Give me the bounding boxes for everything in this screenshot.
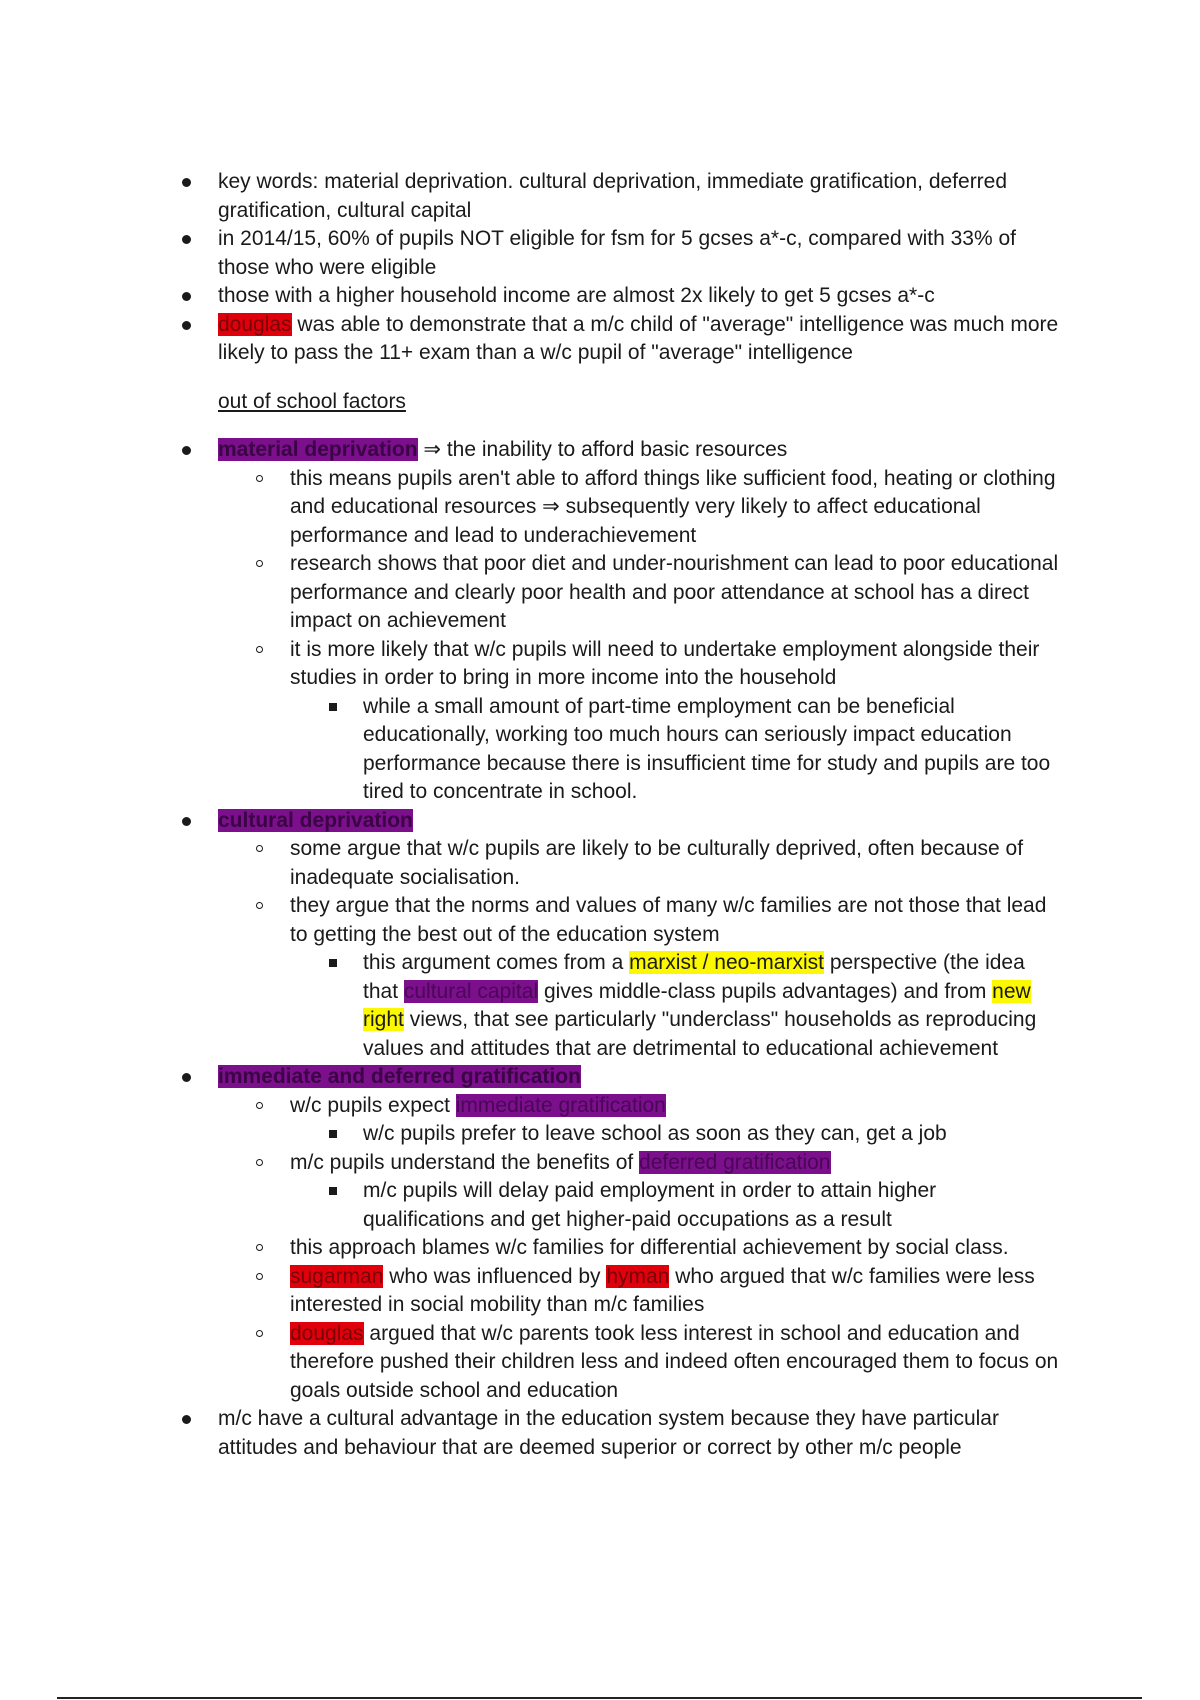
circle-bullet-icon [256, 1159, 263, 1166]
circle-bullet-icon [256, 845, 263, 852]
circle-bullet-icon [256, 560, 263, 567]
sub-list-item [0, 465, 1061, 551]
sub-list-item [0, 835, 1061, 892]
bullet-icon [182, 321, 191, 330]
list-item [0, 311, 1061, 368]
list-item-text: m/c have a cultural advantage in the education system because they have particular attitudes and behaviour that are deemed superior or correct by other m/c people [218, 1407, 999, 1459]
text-segment: gives middle-class pupils advantages) and from [538, 979, 993, 1003]
highlight-term: immediate gratification [455, 1093, 666, 1117]
sub-list-item [0, 636, 1061, 693]
sub-list-item [0, 550, 1061, 636]
sub-sub-list-item [0, 1120, 1061, 1149]
highlight-term: deferred gratification [639, 1150, 831, 1174]
list-item [0, 225, 1061, 282]
list-item-text: w/c pupils prefer to leave school as soon as they can, get a job [363, 1122, 947, 1145]
bullet-icon [182, 1415, 191, 1424]
square-bullet-icon [329, 703, 337, 711]
list-item [0, 436, 1061, 465]
highlight-term: immediate and deferred gratification [218, 1065, 581, 1088]
sub-list-item [0, 1092, 1061, 1121]
sub-list-item [0, 1234, 1061, 1263]
section-heading: out of school factors [218, 389, 406, 413]
text-segment: this argument comes from a [363, 951, 630, 974]
list-item [0, 807, 1061, 836]
square-bullet-icon [329, 959, 337, 967]
sub-sub-list-item [0, 949, 1061, 1063]
highlight-name: douglas [218, 312, 292, 336]
bullet-icon [182, 1073, 191, 1082]
sub-sub-list-item [0, 693, 1061, 807]
circle-bullet-icon [256, 475, 263, 482]
circle-bullet-icon [256, 1244, 263, 1251]
circle-bullet-icon [256, 646, 263, 653]
highlight-name: sugarman [290, 1264, 384, 1288]
text-segment: views, that see particularly "underclass" households as reproducing values and attitudes that are detrimental to educational achievement [363, 1008, 1037, 1060]
highlight-term: cultural capital [403, 979, 539, 1003]
sub-sub-list-item [0, 1177, 1061, 1234]
text-segment: who argued that w/c families were less interested in social mobility than m/c families [290, 1264, 1035, 1316]
list-item [0, 1063, 1061, 1092]
circle-bullet-icon [256, 1330, 263, 1337]
list-item-text: this means pupils aren't able to afford things like sufficient food, heating or clothing and educational resources ⇒ subsequently very likely to affect educational performance and lead to underachievement [290, 466, 1056, 547]
sub-list-item [0, 892, 1061, 949]
bullet-icon [182, 292, 191, 301]
list-item-text: this approach blames w/c families for differential achievement by social class. [290, 1236, 1009, 1259]
list-item-text: m/c pupils will delay paid employment in order to attain higher qualifications and get higher-paid occupations as a result [363, 1179, 937, 1231]
list-item-text: was able to demonstrate that a m/c child of "average" intelligence was much more likely to pass the 11+ exam than a w/c pupil of "average" intelligence [218, 312, 1059, 364]
list-item-text: while a small amount of part-time employment can be beneficial educationally, working too much hours can seriously impact education performance because there is insufficient time for study and pupils are too tired to concentrate in school. [363, 694, 1051, 803]
list-item-text: those with a higher household income are almost 2x likely to get 5 gcses a*-c [218, 284, 935, 307]
document-body [0, 168, 1200, 1462]
list-item [0, 168, 1061, 225]
text-segment: w/c pupils expect [290, 1093, 456, 1117]
list-item [0, 1405, 1061, 1462]
page-divider [57, 1697, 1142, 1699]
sub-list-item [0, 1149, 1061, 1178]
highlight-term: marxist / neo-marxist [629, 951, 824, 974]
square-bullet-icon [329, 1187, 337, 1195]
highlight-term: cultural deprivation [218, 808, 413, 832]
list-item-text: they argue that the norms and values of many w/c families are not those that lead to getting the best out of the education system [290, 894, 1047, 946]
bullet-icon [182, 817, 191, 826]
list-item-text: research shows that poor diet and under-nourishment can lead to poor educational performance and clearly poor health and poor attendance at school has a direct impact on achievement [290, 552, 1059, 632]
square-bullet-icon [329, 1130, 337, 1138]
sub-list-item [0, 1263, 1061, 1320]
list-item-text: it is more likely that w/c pupils will need to undertake employment alongside their studies in order to bring in more income into the household [290, 637, 1040, 689]
highlight-term: new right [363, 979, 1031, 1031]
list-item-text: key words: material deprivation. cultural deprivation, immediate gratification, deferred gratification, cultural capital [218, 170, 1008, 222]
text-segment: m/c pupils understand the benefits of [290, 1150, 640, 1174]
bullet-icon [182, 235, 191, 244]
highlight-name: hyman [606, 1264, 670, 1288]
highlight-term: material deprivation [218, 438, 418, 461]
highlight-name: douglas [290, 1321, 364, 1345]
text-segment: perspective (the idea that [363, 951, 1025, 1003]
list-item-text: some argue that w/c pupils are likely to be culturally deprived, often because of inadequate socialisation. [290, 837, 1024, 889]
list-item [0, 282, 1061, 311]
text-segment: who was influenced by [383, 1264, 607, 1288]
sub-list-item [0, 1320, 1061, 1406]
circle-bullet-icon [256, 902, 263, 909]
text-segment: argued that w/c parents took less interest in school and education and therefore pushed their children less and indeed often encouraged them to focus on goals outside school and education [290, 1321, 1059, 1402]
circle-bullet-icon [256, 1273, 263, 1280]
circle-bullet-icon [256, 1102, 263, 1109]
list-item-text: in 2014/15, 60% of pupils NOT eligible for fsm for 5 gcses a*-c, compared with 33% of those who were eligible [218, 227, 1017, 279]
bullet-icon [182, 178, 191, 187]
bullet-icon [182, 446, 191, 455]
definition-text: ⇒ the inability to afford basic resources [417, 438, 788, 461]
